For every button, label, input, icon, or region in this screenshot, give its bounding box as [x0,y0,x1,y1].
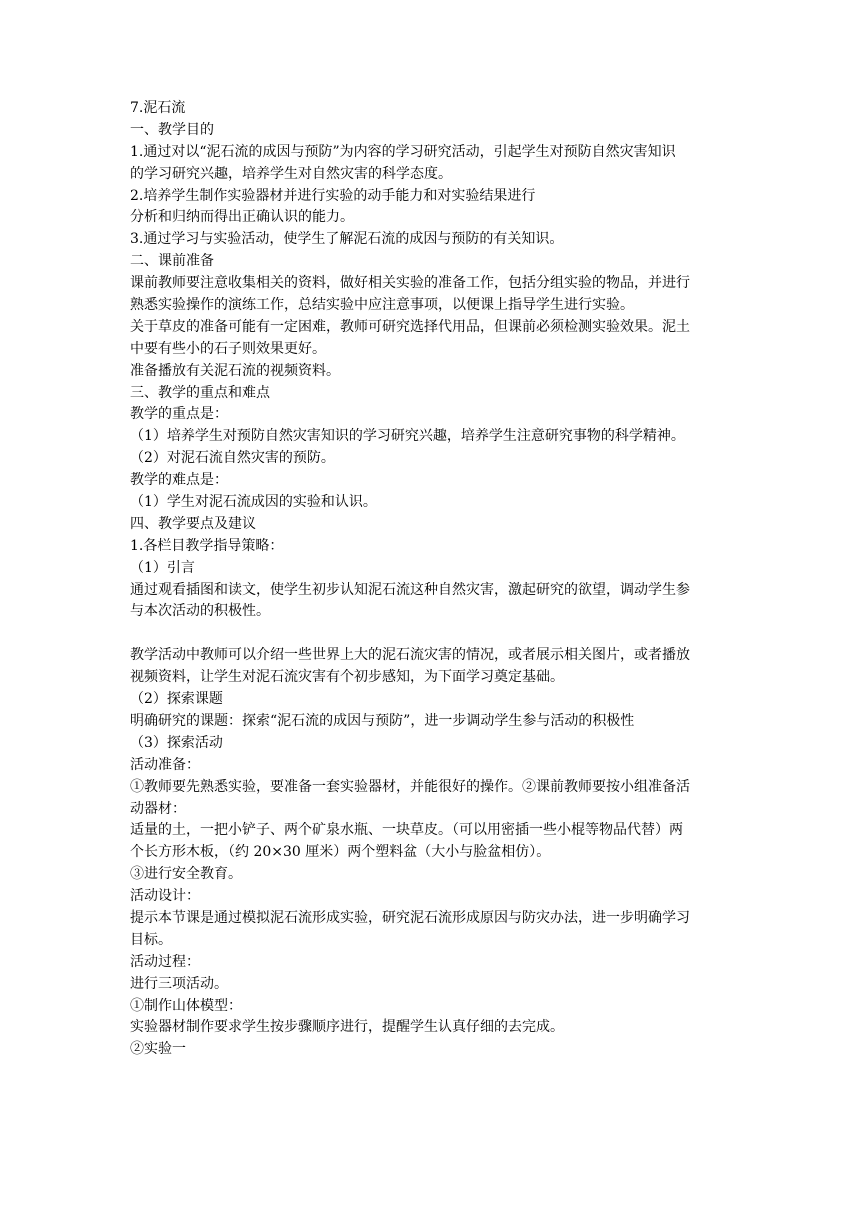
paragraph-line: 教学的重点是： [130,406,228,423]
paragraph-line: ②实验一 [130,1041,186,1058]
blank-line [130,623,730,645]
list-item: （2）对泥石流自然灾害的预防。 [130,450,335,467]
paragraph-line: 实验器材制作要求学生按步骤顺序进行，提醒学生认真仔细的去完成。 [130,1019,564,1036]
paragraph-line: ①制作山体模型： [130,997,242,1014]
paragraph-line: 1.通过对以“泥石流的成因与预防”为内容的学习研究活动，引起学生对预防自然灾害知识 [130,143,676,160]
paragraph-line: 2.培养学生制作实验器材并进行实验的动手能力和对实验结果进行 [130,187,536,204]
subsection-heading: （2）探索课题 [130,691,223,708]
paragraph-line: 准备播放有关泥石流的视频资料。 [130,362,340,379]
paragraph-line: 3.通过学习与实验活动，使学生了解泥石流的成因与预防的有关知识。 [130,231,564,248]
section-heading: 三、教学的重点和难点 [130,384,270,401]
section-heading: 二、课前准备 [130,253,214,270]
paragraph-line: 教学的难点是： [130,472,228,489]
paragraph-line: 目标。 [130,931,172,948]
paragraph-line: 明确研究的课题：探索“泥石流的成因与预防”，进一步调动学生参与活动的积极性 [130,712,635,729]
paragraph-line: 视频资料，让学生对泥石流灾害有个初步感知，为下面学习奠定基础。 [130,669,564,686]
list-item: （1）学生对泥石流成因的实验和认识。 [130,494,377,511]
paragraph-line: 通过观看插图和读文，使学生初步认知泥石流这种自然灾害，激起研究的欲望，调动学生参 [130,581,690,598]
subsection-heading: （3）探索活动 [130,734,223,751]
paragraph-line: ③进行安全教育。 [130,866,242,883]
paragraph-line: 教学活动中教师可以介绍一些世界上大的泥石流灾害的情况，或者展示相关图片，或者播放 [130,647,690,664]
paragraph-line: 的学习研究兴趣，培养学生对自然灾害的科学态度。 [130,165,452,182]
paragraph-line: 关于草皮的准备可能有一定困难，教师可研究选择代用品，但课前必须检测实验效果。泥土 [130,318,690,335]
paragraph-line: 提示本节课是通过模拟泥石流形成实验，研究泥石流形成原因与防灾办法，进一步明确学习 [130,909,690,926]
paragraph-line: 中要有些小的石子则效果更好。 [130,340,326,357]
document-body [130,98,730,1061]
paragraph-line: 进行三项活动。 [130,975,228,992]
paragraph-line: 活动设计： [130,888,200,905]
paragraph-line: 与本次活动的积极性。 [130,603,270,620]
section-heading: 四、教学要点及建议 [130,515,256,532]
paragraph-line: 课前教师要注意收集相关的资料，做好相关实验的准备工作，包括分组实验的物品，并进行 [130,275,690,292]
subsection-heading: 1.各栏目教学指导策略： [130,537,284,554]
list-item: （1）培养学生对预防自然灾害知识的学习研究兴趣，培养学生注意研究事物的科学精神。 [130,428,685,445]
paragraph-line: 活动过程： [130,953,200,970]
paragraph-line: 适量的土，一把小铲子、两个矿泉水瓶、一块草皮。（可以用密插一些小棍等物品代替）两 [130,822,683,839]
paragraph-line: ①教师要先熟悉实验，要准备一套实验器材，并能很好的操作。②课前教师要按小组准备活 [130,778,690,795]
paragraph-line: 动器材： [130,800,186,817]
paragraph-line: 分析和归纳而得出正确认识的能力。 [130,209,354,226]
paragraph-line: 活动准备： [130,756,200,773]
document-title: 7.泥石流 [130,100,186,116]
subsection-heading: （1）引言 [130,559,195,576]
paragraph-line: 熟悉实验操作的演练工作，总结实验中应注意事项，以便课上指导学生进行实验。 [130,297,634,314]
section-heading: 一、教学目的 [130,121,214,138]
paragraph-line: 个长方形木板，（约 20×30 厘米）两个塑料盆（大小与脸盆相仿）。 [130,844,551,861]
